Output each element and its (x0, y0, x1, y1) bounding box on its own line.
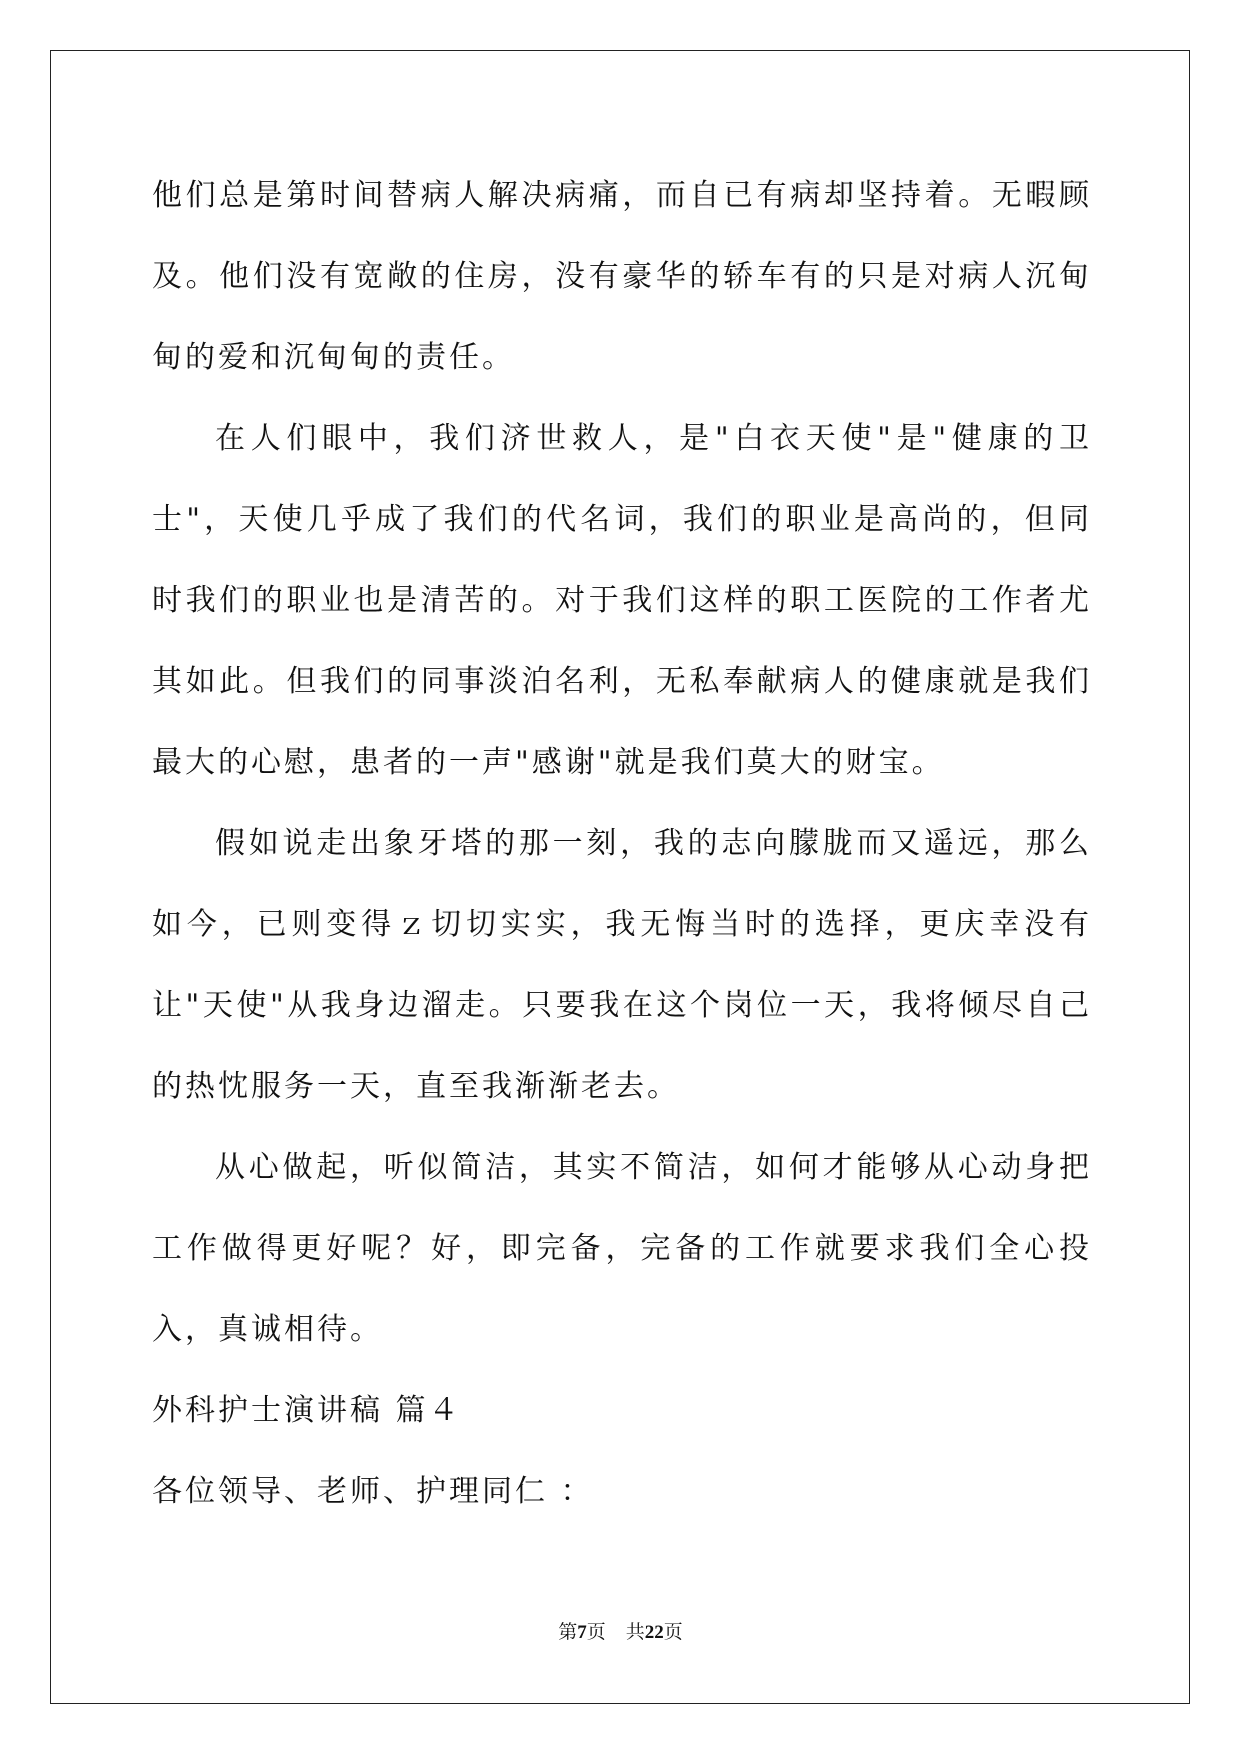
document-body (152, 155, 1092, 1532)
paragraph-4: 从心做起，听似简洁，其实不简洁，如何才能够从心动身把工作做得更好呢？好，即完备，完备的工作就要求我们全心投入，真诚相待。 (152, 1150, 1092, 1347)
page-number: 7 (577, 1622, 587, 1643)
total-pages: 22 (644, 1622, 664, 1643)
paragraph-3: 假如说走出象牙塔的那一刻，我的志向朦胧而又遥远，那么如今，已则变得ｚ切切实实，我无悔当时的选择，更庆幸没有让"天使"从我身边溜走。只要我在这个岗位一天，我将倾尽自己的热忱服务一天，直至我渐渐老去。 (152, 826, 1092, 1104)
paragraph-1: 他们总是第时间替病人解决病痛，而自已有病却坚持着。无暇顾及。他们没有宽敞的住房，没有豪华的轿车有的只是对病人沉甸甸的爱和沉甸甸的责任。 (152, 178, 1092, 375)
total-suffix: 页 (663, 1621, 683, 1643)
section-heading: 外科护士演讲稿 篇４ (152, 1393, 462, 1428)
total-prefix: 共 (625, 1621, 645, 1643)
page-prefix: 第 (558, 1621, 578, 1643)
salutation: 各位领导、老师、护理同仁 ： (152, 1474, 594, 1509)
page-suffix: 页 (586, 1621, 606, 1643)
paragraph-2: 在人们眼中，我们济世救人，是"白衣天使"是"健康的卫士"，天使几乎成了我们的代名词，我们的职业是高尚的，但同时我们的职业也是清苦的。对于我们这样的职工医院的工作者尤其如此。但我们的同事淡泊名利，无私奉献病人的健康就是我们最大的心慰，患者的一声"感谢"就是我们莫大的财宝。 (152, 421, 1092, 780)
page-footer (0, 1620, 1241, 1645)
